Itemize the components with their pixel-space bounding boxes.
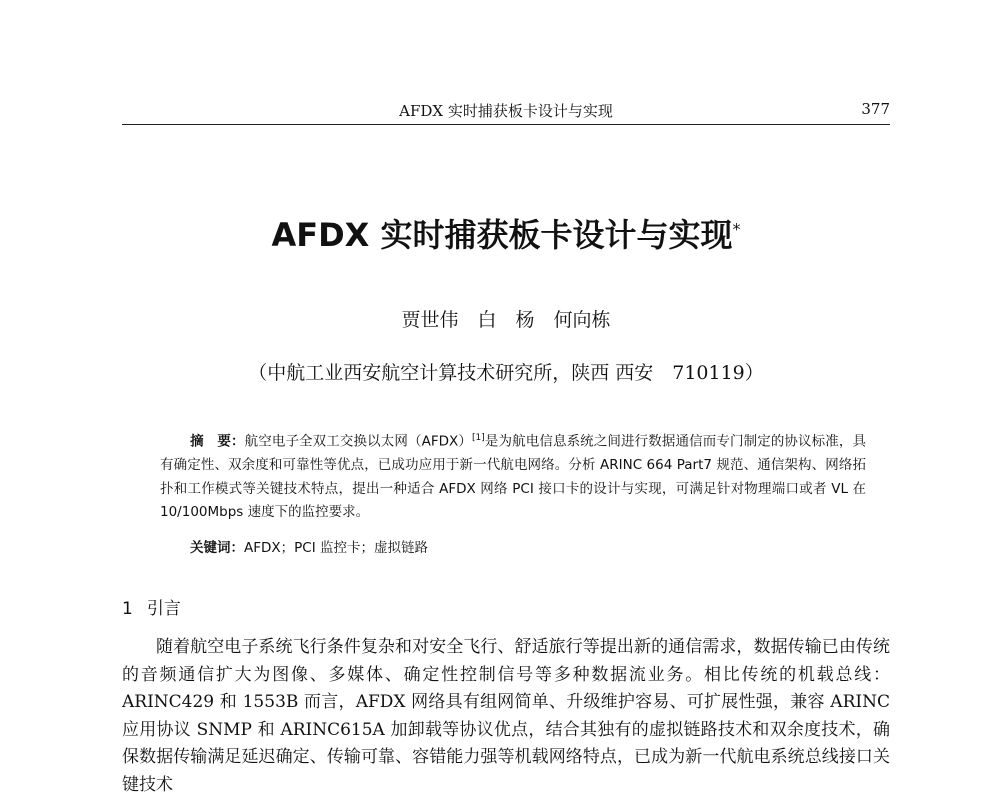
- keywords: [190, 536, 428, 556]
- affiliation: （中航工业西安航空计算技术研究所，陕西 西安 710119）: [248, 362, 764, 384]
- page-number: 377: [861, 100, 890, 118]
- abstract-label: 摘 要：: [190, 433, 245, 450]
- keywords-text: AFDX；PCI 监控卡；虚拟链路: [244, 540, 428, 556]
- abstract: [160, 427, 866, 525]
- title-footnote-mark: *: [732, 219, 741, 239]
- running-header-title: AFDX 实时捕获板卡设计与实现: [399, 102, 613, 120]
- abstract-text-part1: 航空电子全双工交换以太网（AFDX）: [244, 433, 472, 450]
- body-paragraph: 随着航空电子系统飞行条件复杂和对安全飞行、舒适旅行等提出新的通信需求，数据传输已由传统的音频通信扩大为图像、多媒体、确定性控制信号等多种数据流业务。相比传统的机载总线：ARINC429 和 1553B 而言，AFDX 网络具有组网简单、升级维护容易、可扩展性强，兼容 ARINC 应用协议 SNMP 和 ARINC615A 加卸载等协议优点，结合其独有的虚拟链路技术和双余度技术，确保数据传输满足延迟确定、传输可靠、容错能力强等机载网络特点，已成为新一代航电系统总线接口关键技术: [122, 637, 890, 795]
- abstract-text-part2: 是为航电信息系统之间进行数据通信而专门制定的协议标准，具有确定性、双余度和可靠性等优点，已成功应用于新一代航电网络。分析 ARINC 664 Part7 规范、通信架构、网络拓扑和工作模式等关键技术特点，提出一种适合 AFDX 网络 PCI 接口卡的设计与实现，可满足针对物理端口或者 VL 在 10/100Mbps 速度下的监控要求。: [160, 433, 867, 520]
- section-number: 1: [122, 599, 133, 619]
- keywords-label: 关键词：: [190, 540, 244, 556]
- paper-title: [122, 210, 890, 256]
- paper-title-text: AFDX 实时捕获板卡设计与实现: [271, 216, 733, 254]
- author-list: 贾世伟 白 杨 何向栋: [401, 309, 611, 331]
- section-title: 引言: [146, 599, 181, 619]
- running-header: [122, 100, 890, 125]
- section-heading: [122, 594, 181, 619]
- abstract-citation[interactable]: [1]: [472, 433, 485, 443]
